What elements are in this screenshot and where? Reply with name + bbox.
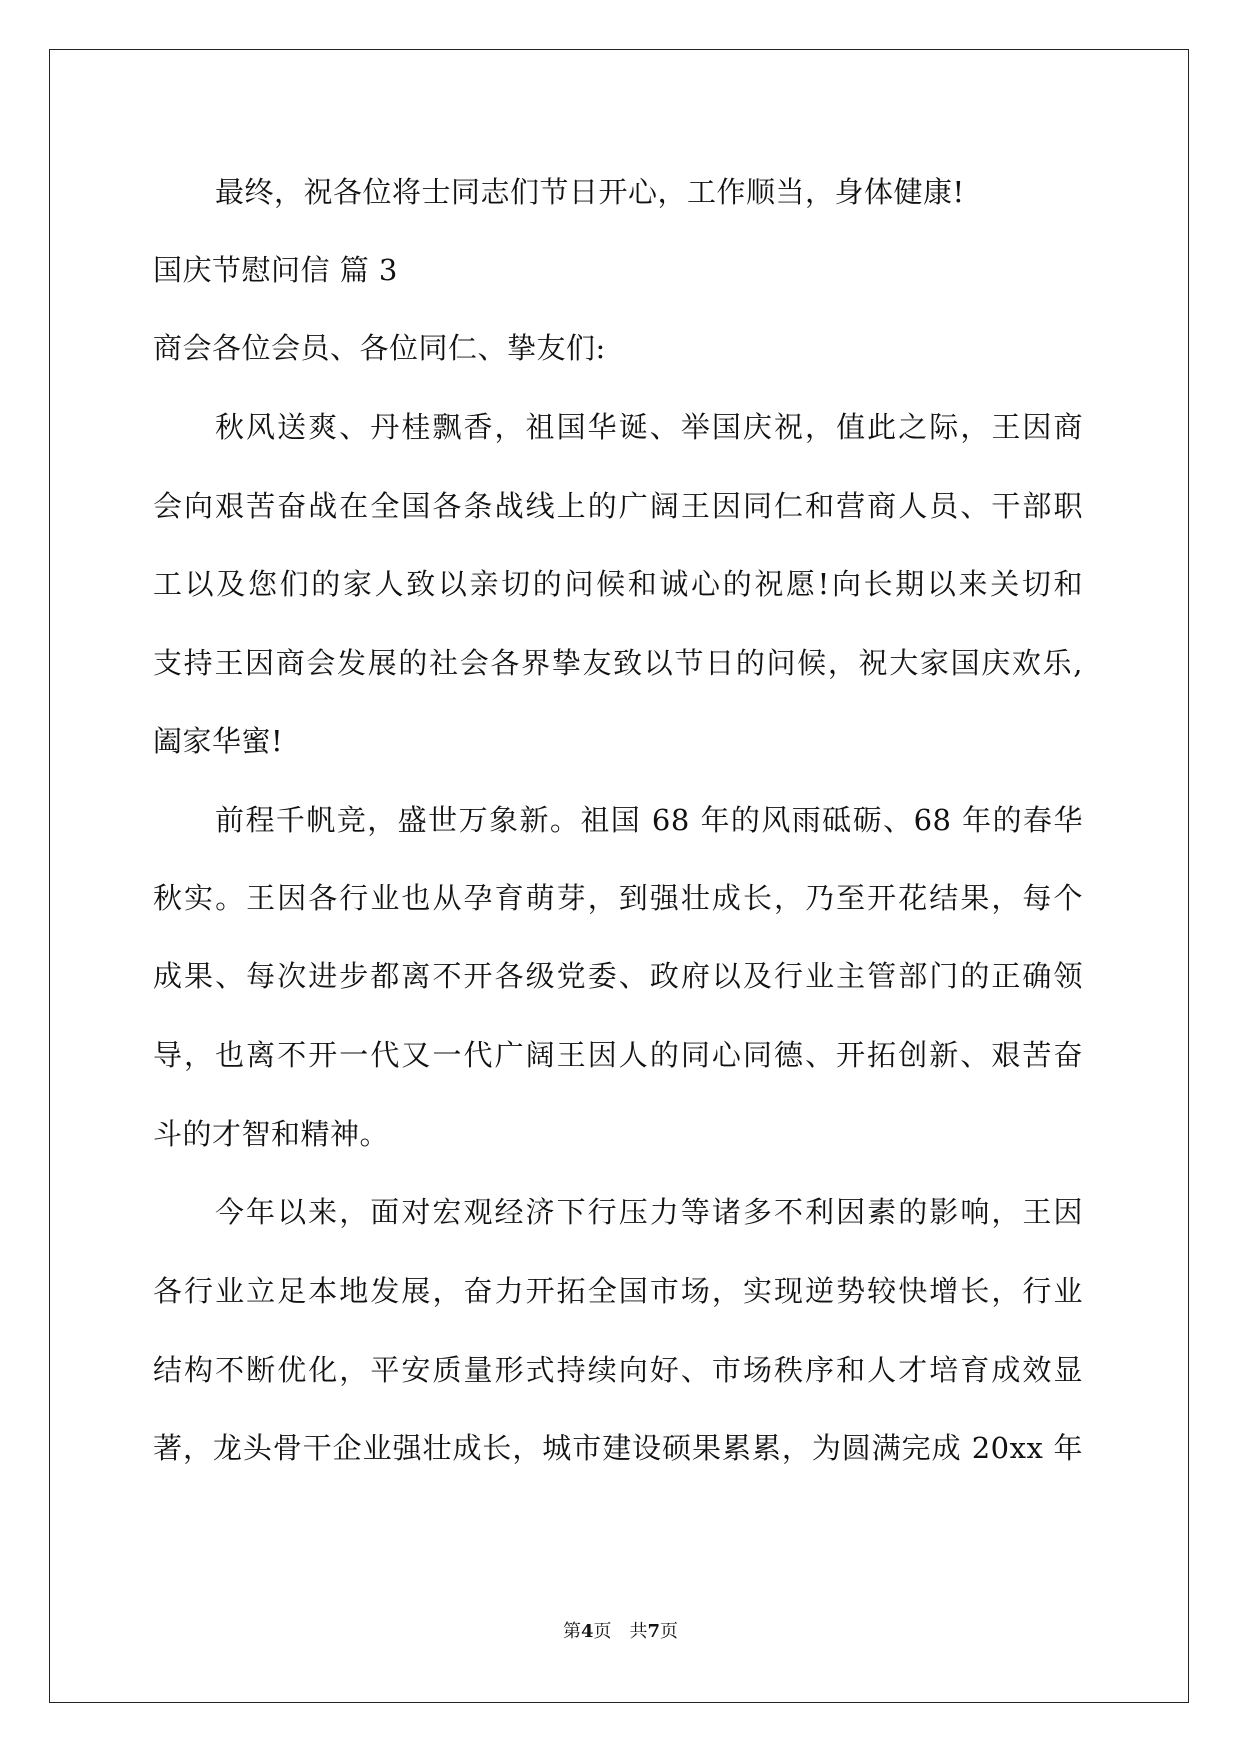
page-prefix: 第 (562, 1621, 581, 1642)
page-footer (0, 1620, 1241, 1644)
paragraph-line: 前程千帆竞，盛世万象新。祖国 68 年的风雨砥砺、68 年的春华 (215, 803, 1083, 837)
paragraph-line: 支持王因商会发展的社会各界挚友致以节日的问候，祝大家国庆欢乐, (153, 646, 1083, 680)
total-suffix: 页 (660, 1621, 679, 1642)
paragraph-line: 今年以来，面对宏观经济下行压力等诸多不利因素的影响，王因 (215, 1195, 1083, 1229)
paragraph-line: 各行业立足本地发展，奋力开拓全国市场，实现逆势较快增长，行业 (153, 1274, 1083, 1308)
salutation-line: 商会各位会员、各位同仁、挚友们: (153, 331, 606, 365)
paragraph-line: 工以及您们的家人致以亲切的问候和诚心的祝愿!向长期以来关切和 (153, 567, 1083, 601)
paragraph-line: 斗的才智和精神。 (153, 1117, 390, 1151)
paragraph-line: 导，也离不开一代又一代广阔王因人的同心同德、开拓创新、艰苦奋 (153, 1038, 1083, 1072)
paragraph-line: 阖家华蜜! (153, 724, 284, 758)
paragraph-line: 会向艰苦奋战在全国各条战线上的广阔王因同仁和营商人员、干部职 (153, 489, 1083, 523)
page-number: 4 (580, 1621, 594, 1642)
paragraph-line: 秋风送爽、丹桂飘香，祖国华诞、举国庆祝，值此之际，王因商 (215, 410, 1083, 444)
paragraph-line: 结构不断优化，平安质量形式持续向好、市场秩序和人才培育成效显 (153, 1353, 1083, 1387)
paragraph-line: 最终，祝各位将士同志们节日开心，工作顺当，身体健康! (215, 175, 965, 209)
page-suffix: 页 (593, 1621, 612, 1642)
paragraph-line: 秋实。王因各行业也从孕育萌芽，到强壮成长，乃至开花结果，每个 (153, 881, 1083, 915)
paragraph-line: 成果、每次进步都离不开各级党委、政府以及行业主管部门的正确领 (153, 959, 1083, 993)
total-pages: 7 (647, 1621, 661, 1642)
section-heading: 国庆节慰问信 篇 3 (153, 253, 398, 287)
total-prefix: 共 (629, 1621, 648, 1642)
paragraph-line: 著，龙头骨干企业强壮成长，城市建设硕果累累，为圆满完成 20xx 年 (153, 1431, 1083, 1465)
